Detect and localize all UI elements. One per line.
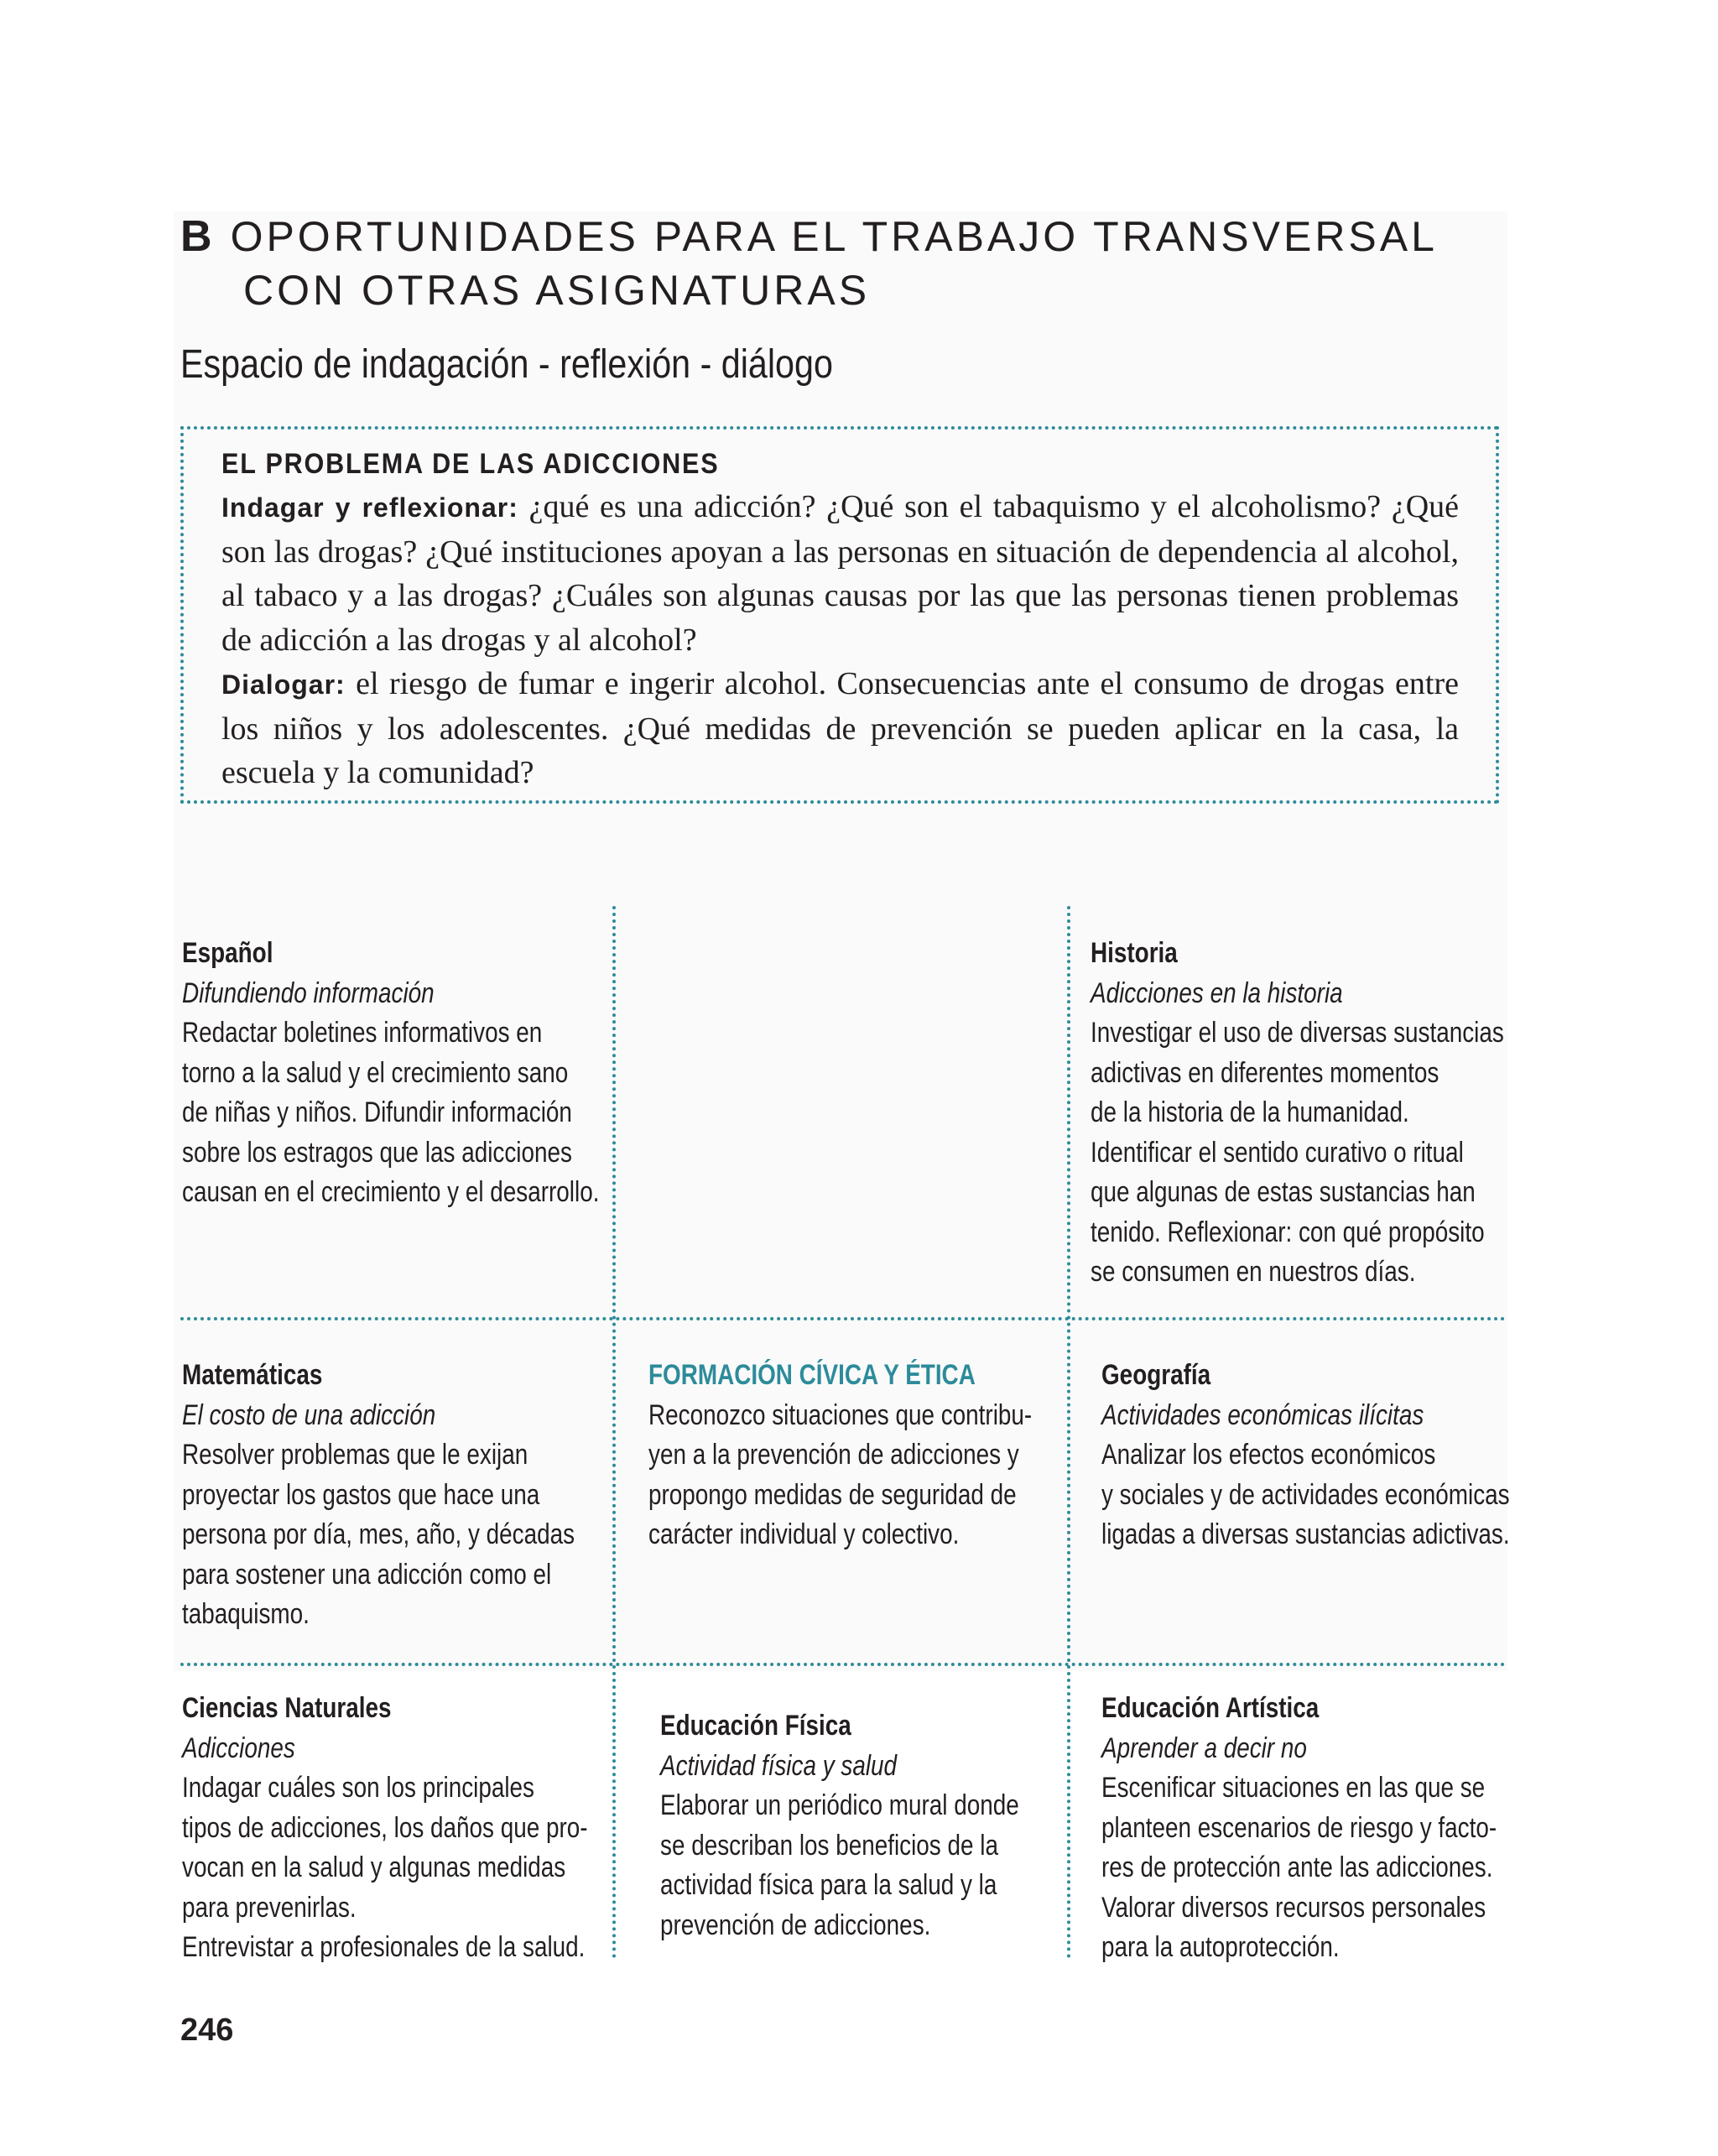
- grid-divider-vertical-right: [1067, 906, 1070, 1959]
- subject-body: Reconozco situaciones que contribu- yen a la prevención de adicciones y propongo medidas de seguridad de carácter individual y colectivo.: [648, 1398, 1033, 1550]
- subject-title: Geografía: [1101, 1359, 1211, 1391]
- grid-divider-horizontal-bottom: [180, 1663, 1506, 1666]
- dialogar-label: Dialogar:: [221, 669, 346, 700]
- subject-subtitle: Adicciones: [182, 1732, 295, 1764]
- subject-cell-matematicas: [182, 1356, 575, 1635]
- subject-title: Matemáticas: [182, 1359, 323, 1391]
- subject-body: Elaborar un periódico mural donde se describan los beneficios de la actividad física para la salud y la prevención de adicciones.: [660, 1789, 1019, 1941]
- grid-divider-vertical-left: [612, 906, 616, 1959]
- subject-cell-educacion-fisica: [660, 1706, 1019, 1945]
- addictions-problem-box: [180, 426, 1499, 804]
- subject-subtitle: Actividad física y salud: [660, 1749, 898, 1782]
- subject-title: Español: [182, 937, 273, 969]
- subject-subtitle: Adicciones en la historia: [1091, 976, 1343, 1009]
- section-letter: B: [180, 212, 212, 261]
- subject-title: Educación Artística: [1101, 1692, 1320, 1724]
- section-title-line2: CON OTRAS ASIGNATURAS: [243, 267, 871, 314]
- section-heading: [180, 210, 1438, 317]
- indagar-text: ¿qué es una adicción? ¿Qué son el tabaquismo y el alcoholismo? ¿Qué son las drogas? ¿Qué instituciones apoyan a las personas en situación de dependencia al alcohol, al tabaco y a las drogas? ¿Cuáles son algunas causas por las que las personas tienen problemas de adicción a las drogas y al alcohol?: [221, 489, 1460, 658]
- page-subtitle: Espacio de indagación - reflexión - diálogo: [180, 342, 833, 387]
- subject-body: Redactar boletines informativos en torno a la salud y el crecimiento sano de niñas y niños. Difundir información sobre los estragos que las adicciones causan en el crecimiento y el desarrollo.: [182, 1017, 600, 1208]
- subject-subtitle: Difundiendo información: [182, 976, 435, 1009]
- subject-body: Resolver problemas que le exijan proyectar los gastos que hace una persona por día, mes, año, y décadas para sostener una adicción como el tabaquismo.: [182, 1439, 575, 1630]
- subject-cell-historia: [1091, 934, 1504, 1293]
- subject-title: Ciencias Naturales: [182, 1692, 392, 1724]
- subject-title: Educación Física: [660, 1710, 851, 1742]
- subject-cell-geografia: [1101, 1356, 1510, 1555]
- indagar-label: Indagar y reflexionar:: [221, 492, 518, 523]
- box-title: EL PROBLEMA DE LAS ADICCIONES: [221, 448, 720, 480]
- subject-body: Escenificar situaciones en las que se planteen escenarios de riesgo y facto- res de protección ante las adicciones. Valorar diversos recursos personales para la autoprotección.: [1101, 1772, 1497, 1963]
- grid-divider-horizontal-top: [180, 1317, 1506, 1320]
- subject-body: Indagar cuáles son los principales tipos de adicciones, los daños que pro- vocan en la salud y algunas medidas para prevenirlas. Entrevistar a profesionales de la salud.: [182, 1772, 588, 1963]
- subject-subtitle: El costo de una adicción: [182, 1398, 436, 1431]
- subject-subtitle: Aprender a decir no: [1101, 1732, 1307, 1764]
- subject-cell-espanol: [182, 934, 599, 1213]
- subject-title: Historia: [1091, 937, 1178, 969]
- section-title-line1: OPORTUNIDADES PARA EL TRABAJO TRANSVERSAL: [230, 213, 1438, 260]
- subject-body: Analizar los efectos económicos y sociales y de actividades económicas ligadas a diversas sustancias adictivas.: [1101, 1439, 1510, 1550]
- subject-body: Investigar el uso de diversas sustancias adictivas en diferentes momentos de la historia de la humanidad. Identificar el sentido curativo o ritual que algunas de estas sustancias han tenido. Reflexionar: con qué propósito se consumen en nuestros días.: [1091, 1017, 1504, 1288]
- subject-cell-educacion-artistica: [1101, 1689, 1497, 1968]
- subject-subtitle: Actividades económicas ilícitas: [1101, 1398, 1424, 1431]
- page-number: 246: [180, 2013, 234, 2048]
- dialogar-paragraph: [221, 662, 1459, 795]
- indagar-paragraph: [221, 485, 1459, 662]
- subject-cell-ciencias: [182, 1689, 588, 1968]
- subject-cell-civica: [648, 1356, 1032, 1555]
- subject-title: FORMACIÓN CÍVICA Y ÉTICA: [648, 1359, 976, 1391]
- dialogar-text: el riesgo de fumar e ingerir alcohol. Consecuencias ante el consumo de drogas entre los niños y los adolescentes. ¿Qué medidas de prevención se pueden aplicar en la casa, la escuela y la comunidad?: [221, 666, 1460, 790]
